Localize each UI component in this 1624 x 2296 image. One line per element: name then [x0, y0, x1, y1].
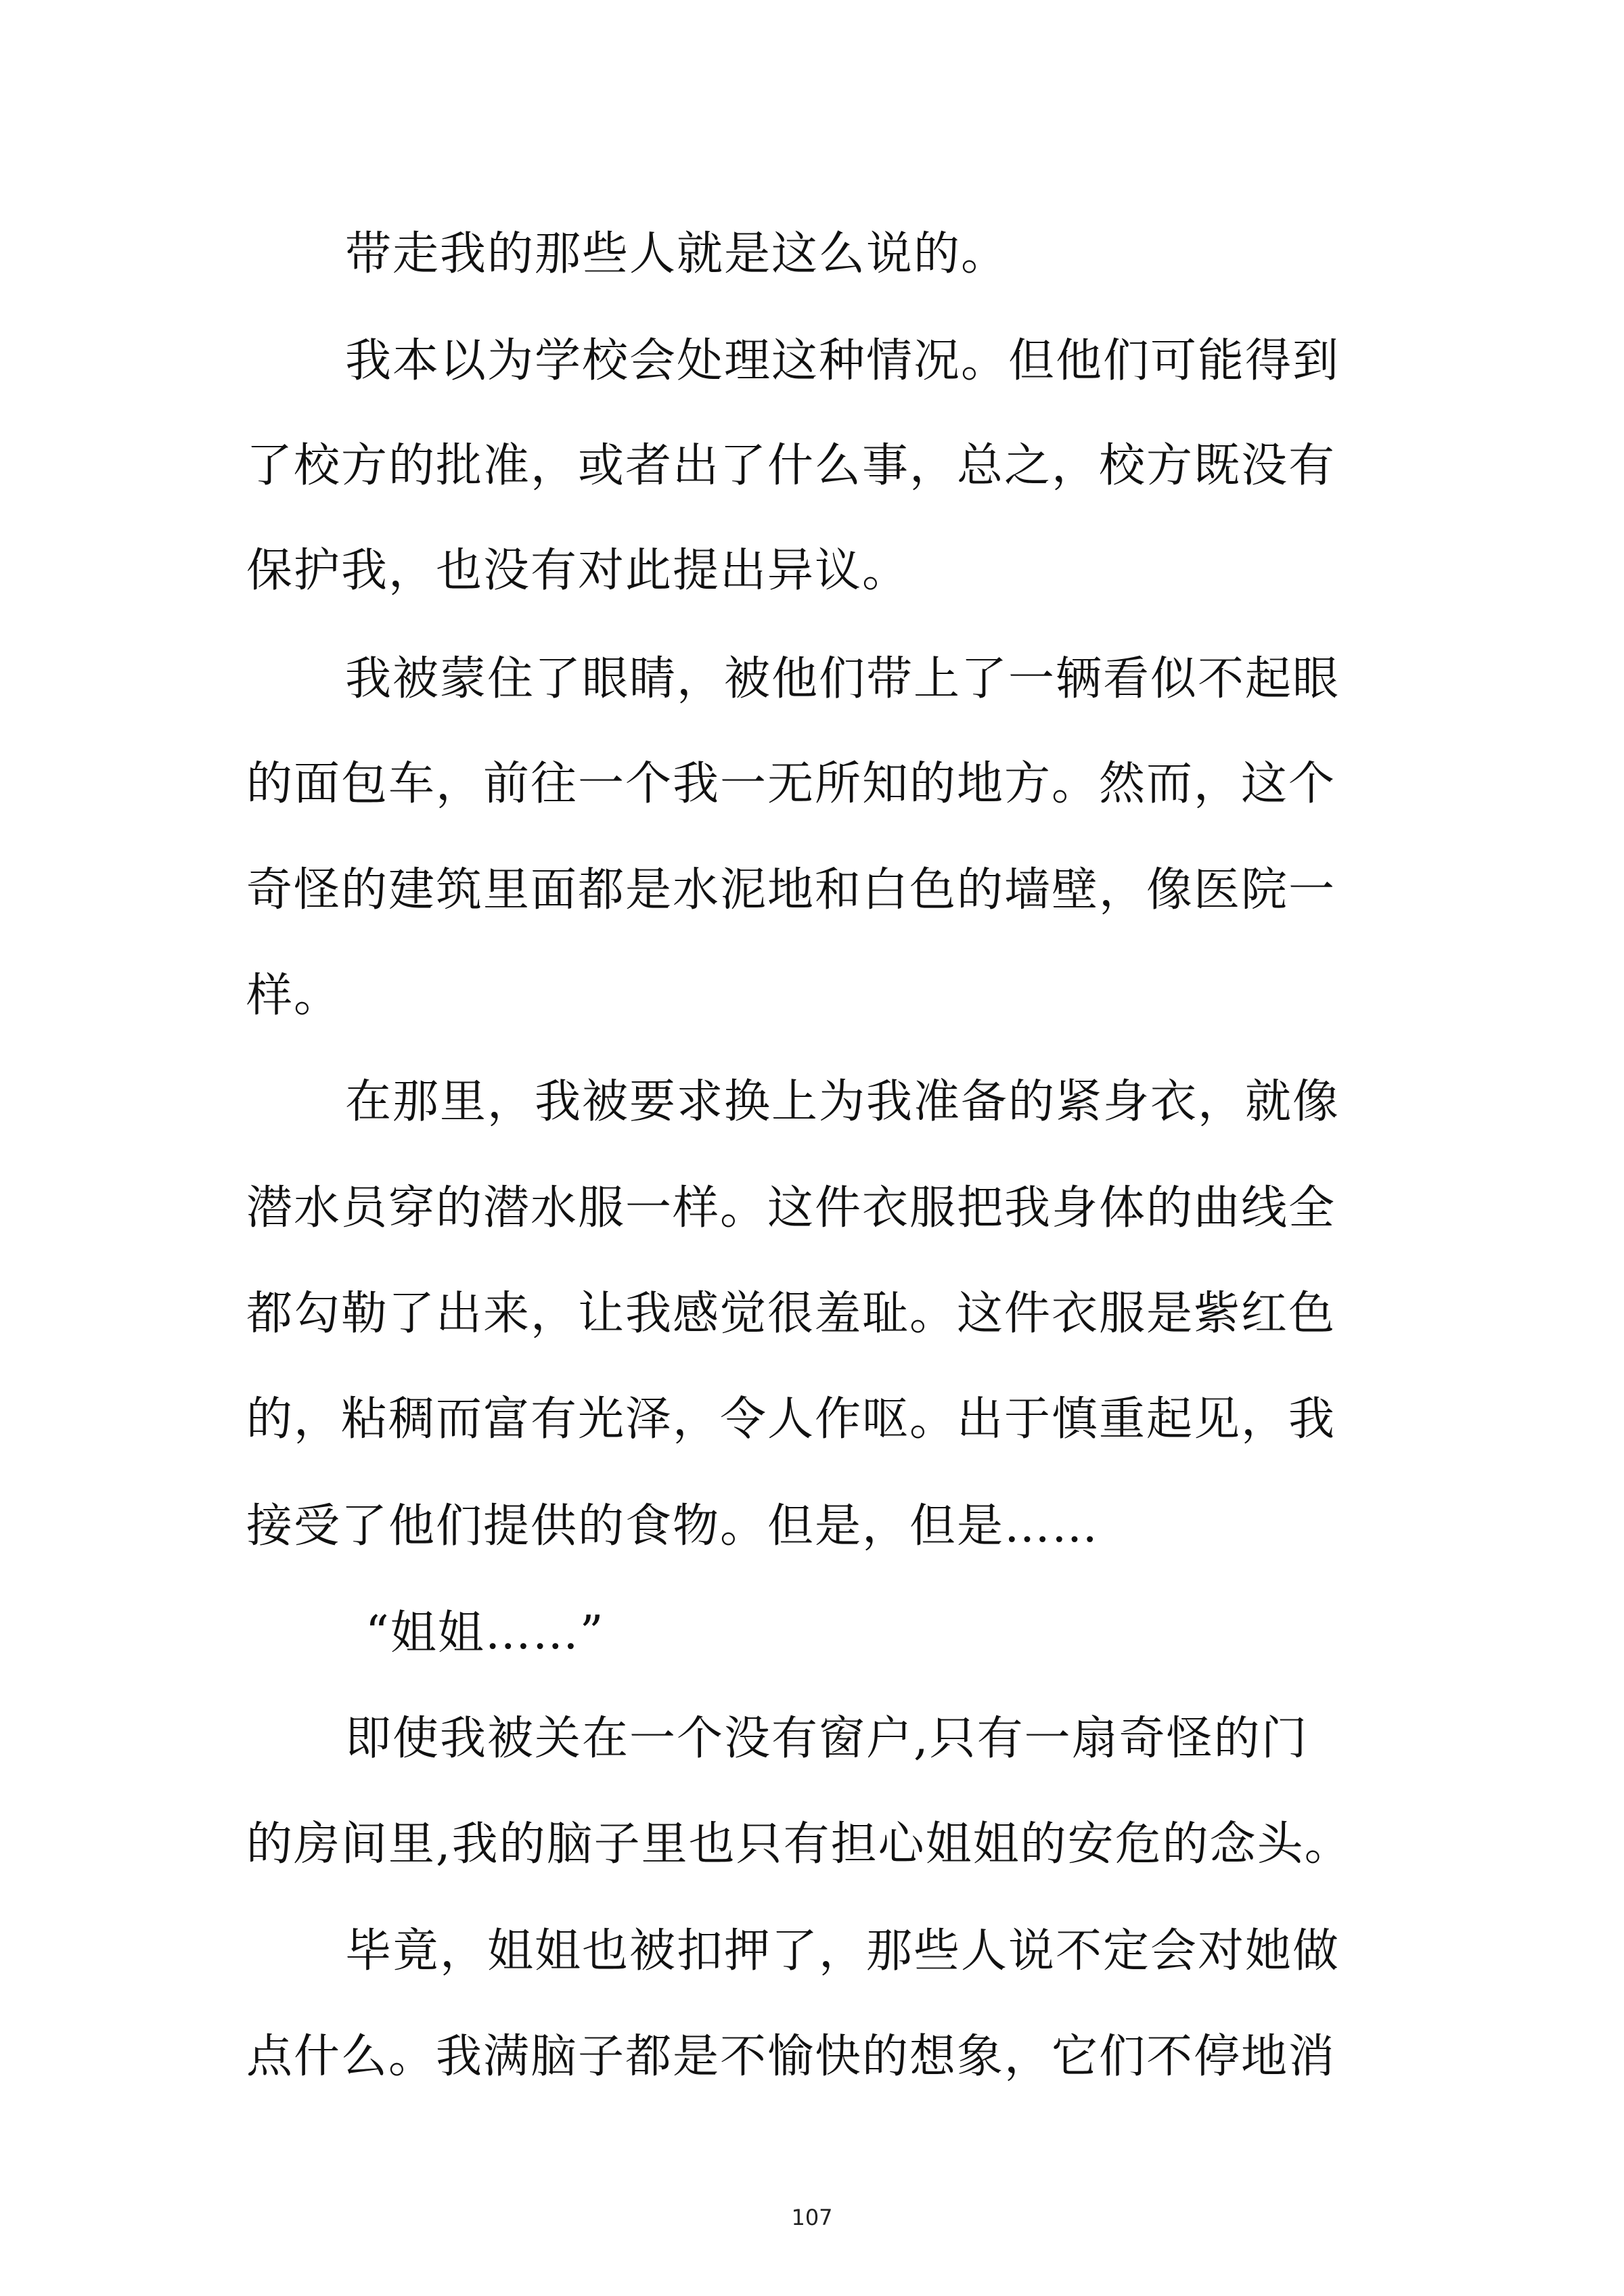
- paragraph-line: 我本以为学校会处理这种情况。但他们可能得到: [345, 334, 1340, 388]
- paragraph-line: 的面包车，前往一个我一无所知的地方。然而，这个: [246, 757, 1336, 811]
- paragraph-line: 点什么。我满脑子都是不愉快的想象，它们不停地消: [246, 2030, 1336, 2084]
- page-number: 107: [791, 2205, 833, 2230]
- paragraph-line: 奇怪的建筑里面都是水泥地和白色的墙壁，像医院一: [246, 863, 1336, 917]
- paragraph-line: 我被蒙住了眼睛，被他们带上了一辆看似不起眼: [345, 652, 1340, 706]
- paragraph-line: 接受了他们提供的食物。但是，但是……: [246, 1500, 1100, 1553]
- paragraph-line: 带走我的那些人就是这么说的。: [345, 227, 1009, 281]
- paragraph-line: 的，粘稠而富有光泽，令人作呕。出于慎重起见，我: [246, 1393, 1336, 1446]
- paragraph-line: 即使我被关在一个没有窗户,只有一扇奇怪的门: [345, 1712, 1309, 1765]
- paragraph-line: 样。: [246, 969, 342, 1022]
- paragraph-line: 毕竟，姐姐也被扣押了，那些人说不定会对她做: [345, 1924, 1340, 1978]
- paragraph-line: 了校方的批准，或者出了什么事，总之，校方既没有: [246, 439, 1336, 493]
- dialogue-line: “姐姐……”: [365, 1606, 605, 1660]
- paragraph-line: 潜水员穿的潜水服一样。这件衣服把我身体的曲线全: [246, 1181, 1336, 1235]
- paragraph-line: 都勾勒了出来，让我感觉很羞耻。这件衣服是紫红色: [246, 1287, 1336, 1341]
- paragraph-line: 的房间里,我的脑子里也只有担心姐姐的安危的念头。: [246, 1818, 1352, 1871]
- paragraph-line: 在那里，我被要求换上为我准备的紧身衣，就像: [345, 1075, 1340, 1129]
- paragraph-line: 保护我，也没有对此提出异议。: [246, 544, 910, 598]
